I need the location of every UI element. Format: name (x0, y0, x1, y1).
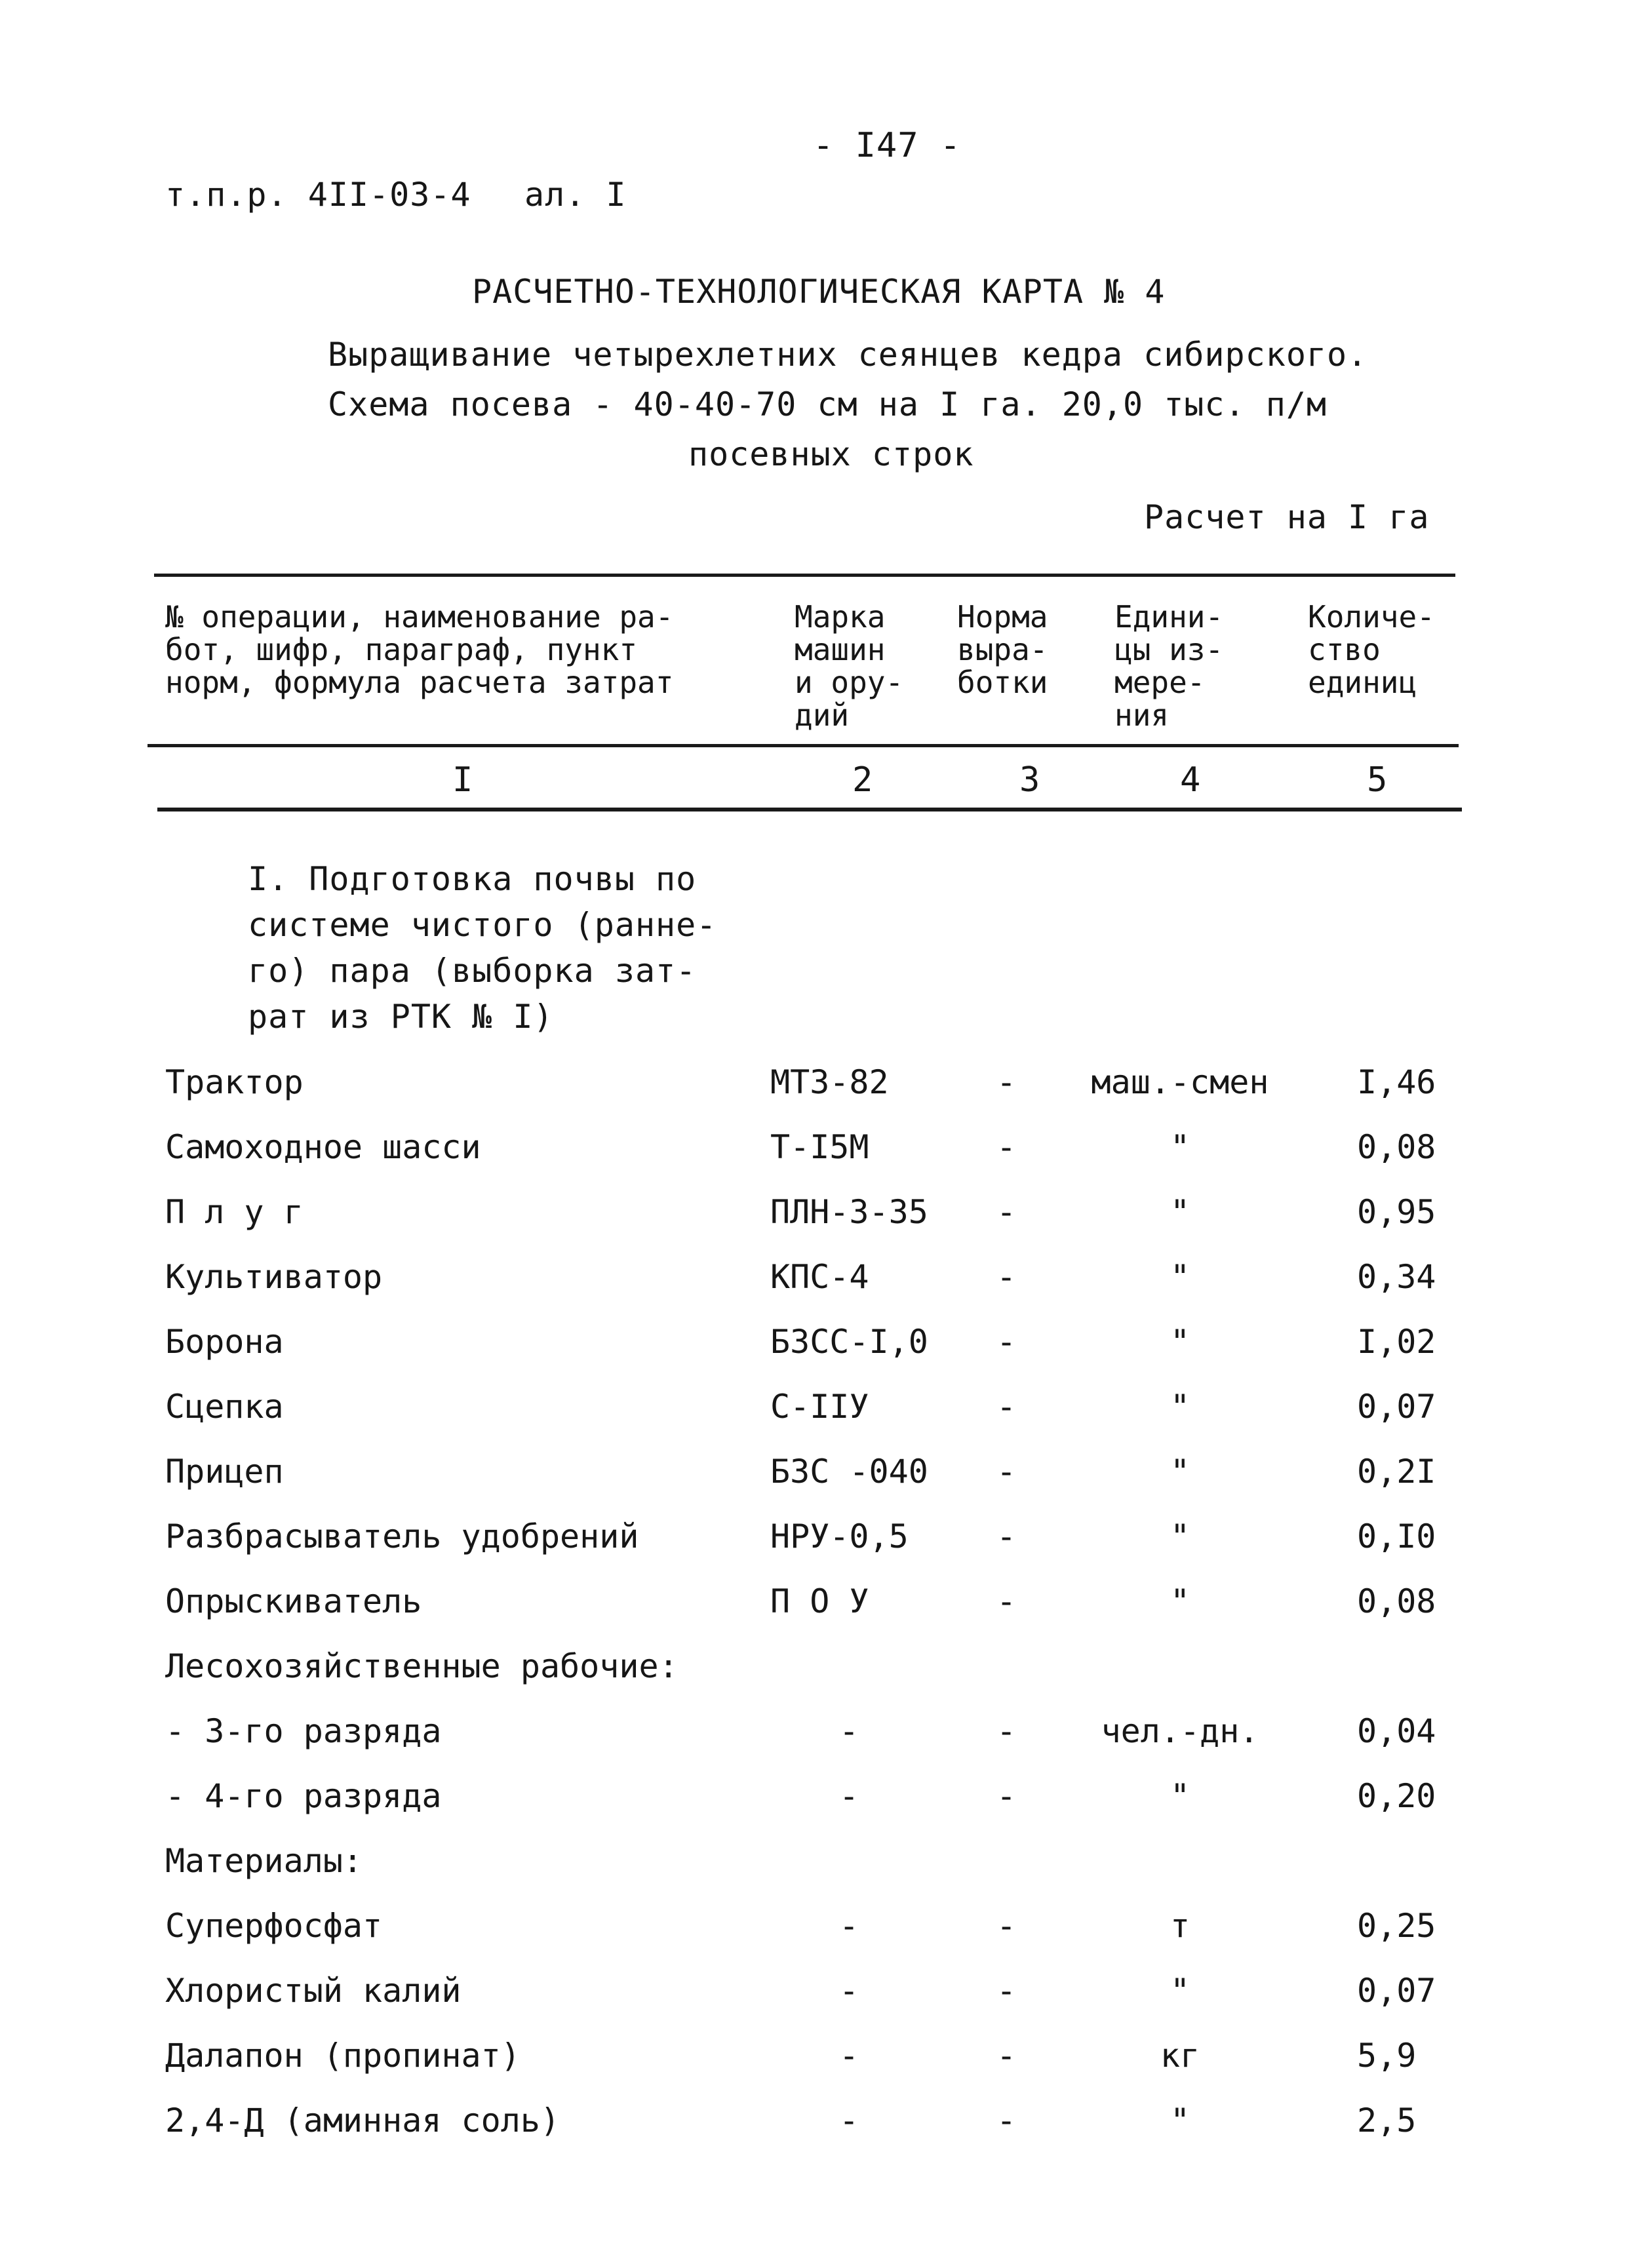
cell-qty: 0,07 (1357, 1388, 1436, 1426)
cell-norm: - (996, 1582, 1017, 1620)
cell-qty: 0,08 (1357, 1128, 1436, 1166)
cell-unit: кг (1160, 2037, 1200, 2075)
cell-mark: - (838, 2102, 859, 2140)
header-operation: № операции, наименование ра- бот, шифр, параграф, пункт норм, формула расчета затрат (165, 599, 674, 700)
cell-unit: " (1170, 1323, 1190, 1361)
cell-norm: - (996, 1063, 1017, 1101)
cell-mark: БЗСС-I,0 (770, 1323, 928, 1361)
cell-name: Суперфосфат (165, 1907, 383, 1945)
cell-norm: - (996, 1388, 1017, 1426)
cell-name: Материалы: (165, 1842, 363, 1880)
table-row (0, 1128, 1633, 1174)
cell-qty: 0,20 (1357, 1777, 1436, 1815)
cell-mark: КПС-4 (770, 1258, 869, 1296)
subtitle-line-3: посевных строк (688, 435, 974, 473)
column-number-3: 3 (1019, 760, 1040, 800)
section-heading-line-2: системе чистого (ранне- (248, 906, 717, 944)
cell-norm: - (996, 1517, 1017, 1555)
cell-name: Борона (165, 1323, 284, 1361)
cell-unit: " (1170, 1972, 1190, 2010)
table-row (0, 1582, 1633, 1628)
document-reference: т.п.р. 4II-03-4 (165, 176, 471, 214)
cell-name: Разбрасыватель удобрений (165, 1517, 639, 1555)
cell-mark: - (838, 1972, 859, 2010)
cell-unit: " (1170, 1128, 1190, 1166)
column-numbers-rule (157, 808, 1462, 811)
cell-norm: - (996, 1128, 1017, 1166)
cell-name: Лесохозяйственные рабочие: (165, 1647, 679, 1685)
table-row (0, 1388, 1633, 1434)
subtitle-line-2: Схема посева - 40-40-70 см на I га. 20,0 тыс. п/м (328, 385, 1328, 423)
cell-mark: ПЛН-3-35 (770, 1193, 928, 1231)
section-heading-line-3: го) пара (выборка зат- (248, 952, 697, 990)
cell-name: П л у г (165, 1193, 304, 1231)
cell-mark: - (838, 1907, 859, 1945)
cell-qty: 0,04 (1357, 1712, 1436, 1750)
cell-qty: 2,5 (1357, 2102, 1417, 2140)
page-number: - I47 - (813, 126, 962, 165)
cell-qty: 0,I0 (1357, 1517, 1436, 1555)
cell-unit: " (1170, 1517, 1190, 1555)
cell-qty: 0,07 (1357, 1972, 1436, 2010)
cell-qty: 5,9 (1357, 2037, 1417, 2075)
cell-qty: 0,08 (1357, 1582, 1436, 1620)
page-title: РАСЧЕТНО-ТЕХНОЛОГИЧЕСКАЯ КАРТА № 4 (472, 273, 1166, 311)
cell-mark: - (838, 1712, 859, 1750)
cell-mark: - (838, 1777, 859, 1815)
cell-qty: 0,2I (1357, 1453, 1436, 1491)
table-row (0, 1453, 1633, 1498)
section-heading-line-4: рат из РТК № I) (248, 998, 554, 1036)
cell-unit: " (1170, 1258, 1190, 1296)
cell-name: Опрыскиватель (165, 1582, 422, 1620)
cell-unit: " (1170, 1453, 1190, 1491)
cell-unit: " (1170, 1193, 1190, 1231)
cell-name: - 4-го разряда (165, 1777, 442, 1815)
cell-norm: - (996, 1712, 1017, 1750)
table-row (0, 1907, 1633, 1953)
table-row (0, 1323, 1633, 1369)
cell-mark: БЗС -040 (770, 1453, 928, 1491)
cell-name: Самоходное шасси (165, 1128, 481, 1166)
cell-norm: - (996, 2102, 1017, 2140)
header-quantity: Количе- ство единиц (1308, 599, 1435, 700)
column-number-1: I (452, 760, 473, 800)
cell-norm: - (996, 1193, 1017, 1231)
table-row (0, 2102, 1633, 2147)
cell-norm: - (996, 1907, 1017, 1945)
table-row (0, 1777, 1633, 1823)
cell-name: Культиватор (165, 1258, 383, 1296)
header-machine-mark: Марка машин и ору- дий (795, 599, 904, 733)
header-unit: Едини- цы из- мере- ния (1114, 599, 1224, 733)
section-heading-line-1: I. Подготовка почвы по (248, 860, 697, 898)
cell-unit: " (1170, 1388, 1190, 1426)
cell-norm: - (996, 1777, 1017, 1815)
table-row (0, 1063, 1633, 1109)
sheet-label: ал. I (524, 176, 627, 214)
table-row (0, 2037, 1633, 2082)
cell-unit: чел.-дн. (1101, 1712, 1259, 1750)
table-row (0, 1842, 1633, 1888)
cell-mark: НРУ-0,5 (770, 1517, 909, 1555)
cell-name: Трактор (165, 1063, 304, 1101)
table-row (0, 1258, 1633, 1304)
column-number-2: 2 (852, 760, 873, 800)
column-number-4: 4 (1180, 760, 1201, 800)
cell-norm: - (996, 1453, 1017, 1491)
cell-norm: - (996, 1323, 1017, 1361)
cell-mark: С-IIУ (770, 1388, 869, 1426)
cell-norm: - (996, 1972, 1017, 2010)
header-output-norm: Норма выра- ботки (957, 599, 1048, 700)
cell-unit: " (1170, 1777, 1190, 1815)
cell-name: Хлористый калий (165, 1972, 462, 2010)
table-row (0, 1517, 1633, 1563)
cell-mark: - (838, 2037, 859, 2075)
cell-mark: Т-I5М (770, 1128, 869, 1166)
cell-unit: т (1170, 1907, 1190, 1945)
calc-basis: Расчет на I га (1144, 498, 1430, 536)
column-number-5: 5 (1367, 760, 1388, 800)
cell-name: Сцепка (165, 1388, 284, 1426)
table-row (0, 1972, 1633, 2018)
cell-unit: маш.-смен (1091, 1063, 1269, 1101)
table-row (0, 1193, 1633, 1239)
subtitle-line-1: Выращивание четырехлетних сеянцев кедра сибирского. (328, 336, 1368, 374)
table-top-rule (154, 574, 1455, 577)
cell-mark: П О У (770, 1582, 869, 1620)
cell-norm: - (996, 2037, 1017, 2075)
cell-mark: МТЗ-82 (770, 1063, 889, 1101)
cell-norm: - (996, 1258, 1017, 1296)
table-row (0, 1712, 1633, 1758)
cell-qty: 0,25 (1357, 1907, 1436, 1945)
cell-unit: " (1170, 1582, 1190, 1620)
cell-name: 2,4-Д (аминная соль) (165, 2102, 561, 2140)
cell-name: - 3-го разряда (165, 1712, 442, 1750)
header-bottom-rule (148, 744, 1459, 747)
cell-name: Прицеп (165, 1453, 284, 1491)
cell-name: Далапон (пропинат) (165, 2037, 521, 2075)
cell-unit: " (1170, 2102, 1190, 2140)
cell-qty: 0,95 (1357, 1193, 1436, 1231)
cell-qty: 0,34 (1357, 1258, 1436, 1296)
table-row (0, 1647, 1633, 1693)
cell-qty: I,02 (1357, 1323, 1436, 1361)
cell-qty: I,46 (1357, 1063, 1436, 1101)
